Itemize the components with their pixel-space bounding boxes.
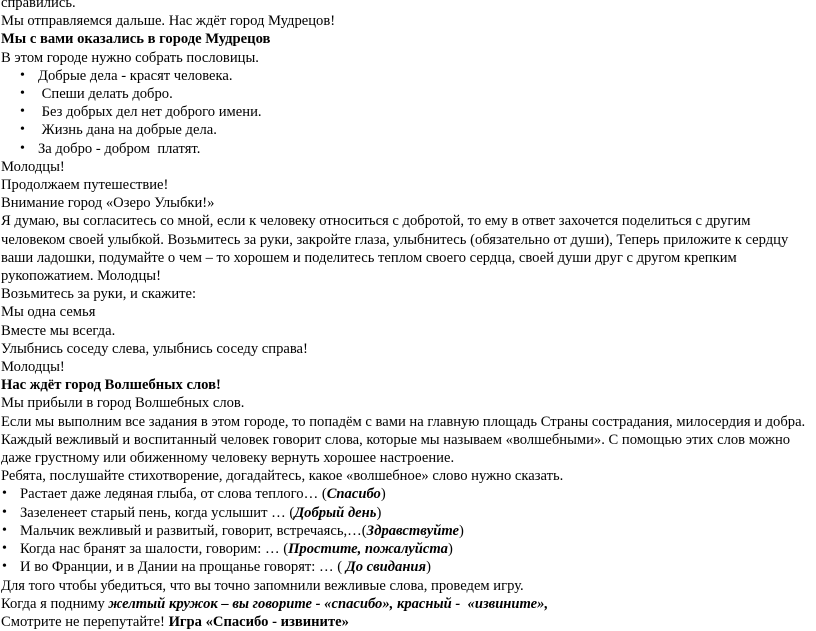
list-item xyxy=(1,485,813,503)
bullet-icon: • xyxy=(2,522,7,538)
riddle-answer: До свидания xyxy=(345,559,427,576)
riddle-answer: Здравствуйте xyxy=(366,522,459,539)
smile-paragraph: Я думаю, вы согласитесь со мной, если к человеку относиться с добротой, то ему в ответ захочется поделиться с другим человеком своей улыбкой. Возьмитесь за руки, закройте глаза, улыбнитесь (обязательно от души), Теперь приложите к сердцу ваши ладошки, подумайте о чем – то хорошем и поделитесь теплом своего сердца, своей души друг с другом крепким рукопожатием. Молодцы! xyxy=(1,213,789,285)
bullet-icon: • xyxy=(20,67,25,83)
list-item xyxy=(1,103,813,121)
game-rule-line xyxy=(1,595,813,613)
riddle-text: Мальчик вежливый и развитый, говорит, встречаясь,…( xyxy=(20,522,367,539)
text-line: Ребята, послушайте стихотворение, догадайтесь, какое «волшебное» слово нужно сказать. xyxy=(1,468,564,485)
riddle-text: И во Франции, и в Дании на прощанье говорят: … ( xyxy=(20,559,346,576)
list-item xyxy=(1,85,813,103)
list-item xyxy=(1,522,813,540)
heading-text: Мы с вами оказались в городе Мудрецов xyxy=(1,31,271,48)
heading-sages-city xyxy=(1,30,813,48)
text-line: Возьмитесь за руки, и скажите: xyxy=(1,286,197,303)
magic-paragraph: Если мы выполним все задания в этом городе, то попадём с вами на главную площадь Страны сострадания, милосердия и добра. Каждый вежливый и воспитанный человек говорит слова, которые мы называем «волшебными». С помощью этих слов можно даже грустному или обиженному человеку вернуть хорошее настроение. xyxy=(1,413,806,467)
list-item xyxy=(1,140,813,158)
bullet-icon: • xyxy=(20,104,25,120)
bullet-icon: • xyxy=(20,122,25,138)
riddle-answer: Простите, пожалуйста xyxy=(288,541,448,558)
game-rule-prefix: Когда я подниму xyxy=(1,595,109,612)
proverb-text: Жизнь дана на добрые дела. xyxy=(38,122,217,139)
poem-list xyxy=(1,485,813,576)
text-line: Улыбнись соседу слева, улыбнись соседу справа! xyxy=(1,340,308,357)
text-line: справились. xyxy=(1,0,76,11)
game-rule-emphasis: желтый кружок – вы говорите - «спасибо», красный - «извините», xyxy=(108,595,549,612)
text-line: Мы одна семья xyxy=(1,304,96,321)
bullet-icon: • xyxy=(2,486,7,502)
riddle-tail: ) xyxy=(458,522,464,539)
list-item xyxy=(1,540,813,558)
list-item xyxy=(1,67,813,85)
list-item xyxy=(1,558,813,576)
bullet-icon: • xyxy=(2,504,7,520)
text-line: Мы прибыли в город Волшебных слов. xyxy=(1,395,245,412)
riddle-tail: ) xyxy=(376,504,382,521)
bullet-icon: • xyxy=(20,86,25,102)
text-line: Вместе мы всегда. xyxy=(1,322,116,339)
riddle-text: Зазеленеет старый пень, когда услышит … ( xyxy=(20,504,295,521)
heading-magic-city xyxy=(1,376,813,394)
bullet-icon: • xyxy=(2,559,7,575)
list-item xyxy=(1,121,813,139)
bullet-icon: • xyxy=(20,140,25,156)
proverbs-list xyxy=(1,67,813,158)
game-last-prefix: Смотрите не перепутайте! xyxy=(1,613,169,630)
proverb-text: Без добрых дел нет доброго имени. xyxy=(38,104,262,121)
riddle-text: Когда нас бранят за шалости, говорим: … ( xyxy=(20,541,289,558)
riddle-answer: Спасибо xyxy=(326,486,381,503)
text-line: Продолжаем путешествие! xyxy=(1,177,169,194)
list-item xyxy=(1,504,813,522)
text-line: В этом городе нужно собрать пословицы. xyxy=(1,49,259,66)
text-line: Внимание город «Озеро Улыбки!» xyxy=(1,195,215,212)
text-line: Мы отправляемся дальше. Нас ждёт город Мудрецов! xyxy=(1,13,336,30)
game-title-line xyxy=(1,613,813,631)
text-line: Для того чтобы убедиться, что вы точно запомнили вежливые слова, проведем игру. xyxy=(1,577,524,594)
text-line: Молодцы! xyxy=(1,158,65,175)
heading-text: Нас ждёт город Волшебных слов! xyxy=(1,377,221,394)
bullet-icon: • xyxy=(2,541,7,557)
proverb-text: Добрые дела - красят человека. xyxy=(38,67,233,84)
text-line: Молодцы! xyxy=(1,359,65,376)
riddle-answer: Добрый день xyxy=(294,504,377,521)
proverb-text: Спеши делать добро. xyxy=(38,86,173,103)
proverb-text: За добро - добром платят. xyxy=(38,140,201,157)
riddle-tail: ) xyxy=(447,541,453,558)
game-title: Игра «Спасибо - извините» xyxy=(168,613,349,630)
riddle-text: Растает даже ледяная глыба, от слова теплого… ( xyxy=(20,486,327,503)
riddle-tail: ) xyxy=(426,559,431,576)
riddle-tail: ) xyxy=(380,486,386,503)
